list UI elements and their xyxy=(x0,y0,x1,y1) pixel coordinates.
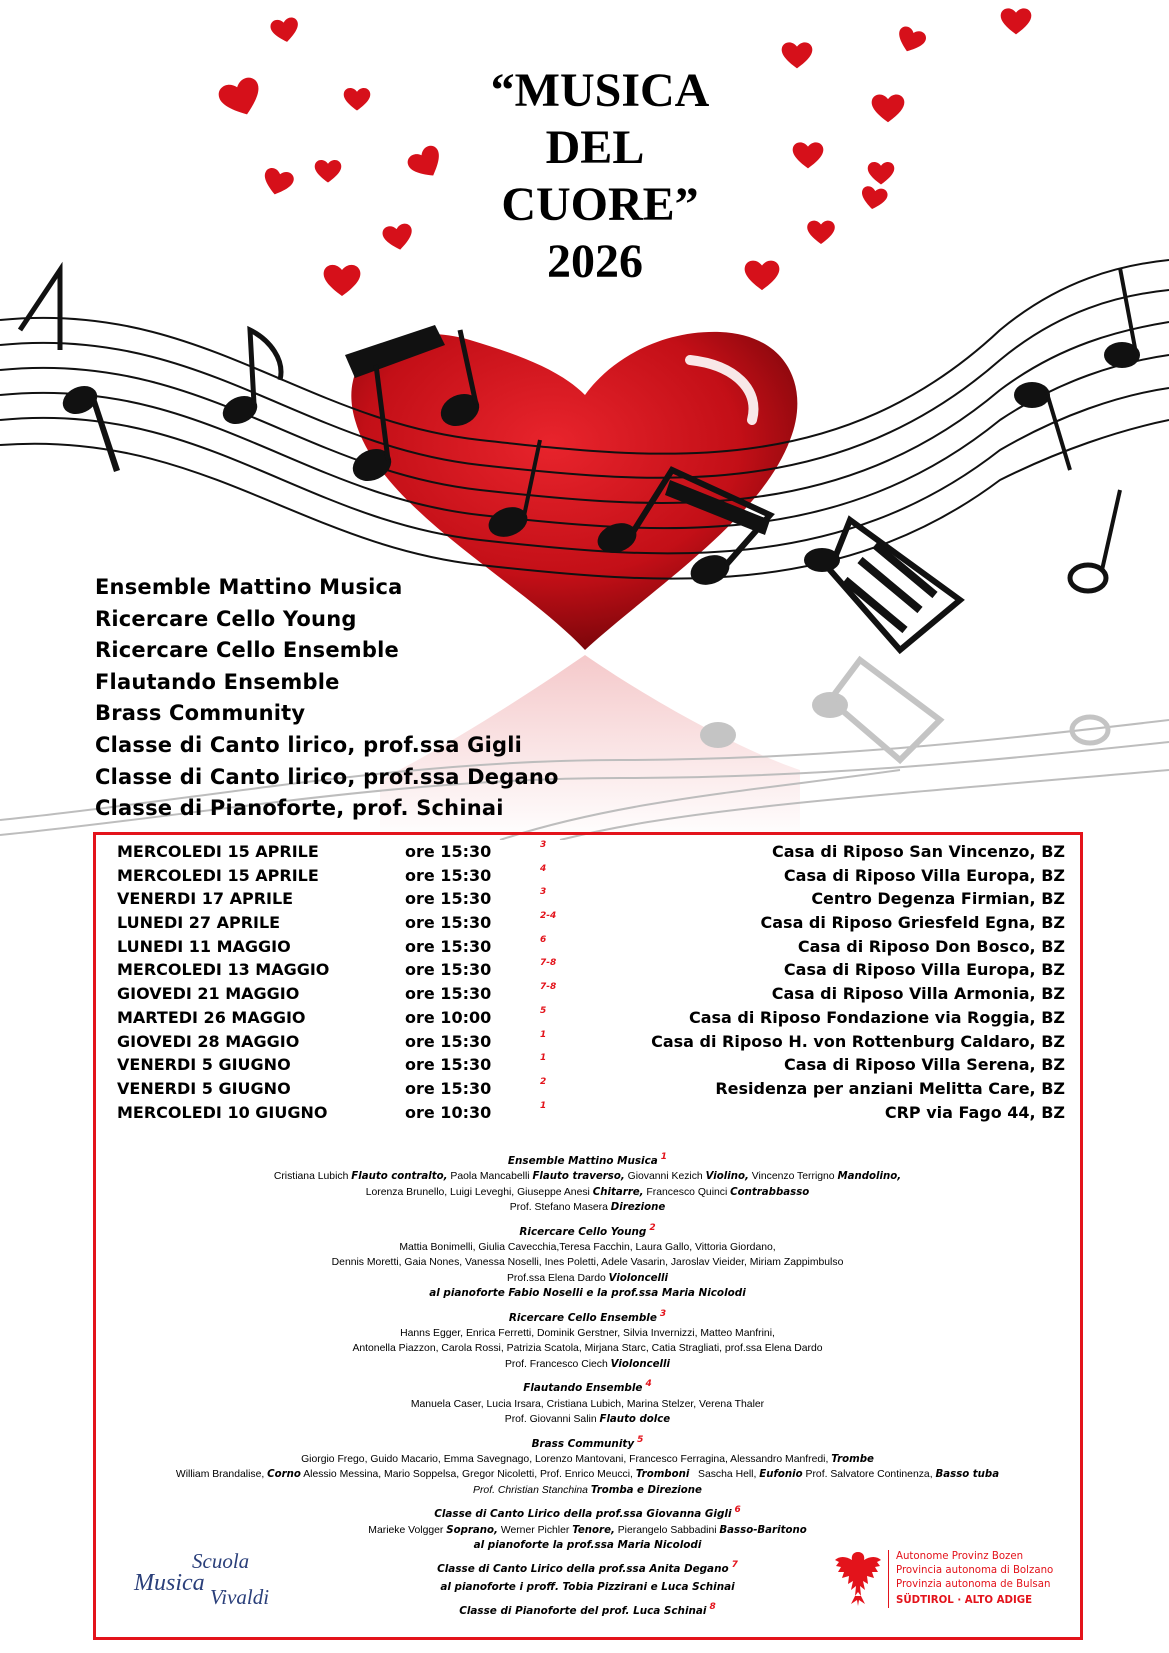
venue: CRP via Fago 44, BZ xyxy=(884,1102,1065,1122)
date: MERCOLEDI 13 MAGGIO xyxy=(117,960,330,980)
venue: Casa di Riposo Villa Serena, BZ xyxy=(784,1055,1065,1075)
provincia-text: Autonome Provinz Bozen Provincia autonoma di Bolzano Provinzia autonoma de Bulsan SÜDTIROL · ALTO ADIGE xyxy=(896,1551,1054,1606)
credit-heading: Brass Community 5 xyxy=(531,1434,644,1450)
venue: Casa di Riposo Villa Europa, BZ xyxy=(783,865,1065,885)
group-item: Brass Community xyxy=(95,701,306,726)
schedule-row xyxy=(115,911,1065,935)
title-line: DEL xyxy=(545,121,645,174)
group-ref: 5 xyxy=(540,1005,547,1016)
time: ore 15:30 xyxy=(405,865,492,885)
credit-heading: Flautando Ensemble 4 xyxy=(523,1379,652,1395)
credit-line: William Brandalise, Corno Alessio Messina, Mario Soppelsa, Gregor Nicoletti, Prof. Enrico Meucci, Tromboni Sascha Hell, Eufonio Prof. Salvatore Continenza, Basso tuba xyxy=(175,1469,1000,1481)
schedule-row xyxy=(115,840,1065,864)
performing-groups-list xyxy=(95,572,559,825)
group-ref: 6 xyxy=(540,934,547,945)
time: ore 15:30 xyxy=(405,1078,492,1098)
venue: Casa di Riposo Fondazione via Roggia, BZ xyxy=(688,1007,1065,1027)
schedule-row xyxy=(115,1101,1065,1125)
venue: Centro Degenza Firmian, BZ xyxy=(811,889,1065,909)
time: ore 15:30 xyxy=(405,889,492,909)
credit-line: Prof.ssa Elena Dardo Violoncelli xyxy=(506,1272,669,1284)
date: LUNEDI 27 APRILE xyxy=(117,913,281,933)
group-ref: 7-8 xyxy=(540,982,557,993)
time: ore 15:30 xyxy=(405,1055,492,1075)
title-line: 2026 xyxy=(547,235,643,288)
group-ref: 7-8 xyxy=(540,958,557,969)
poster-title xyxy=(440,62,760,290)
credit-line: al pianoforte i proff. Tobia Pizzirani e Luca Schinai xyxy=(440,1580,735,1593)
credit-line: Prof. Francesco Ciech Violoncelli xyxy=(504,1358,671,1370)
date: VENERDI 5 GIUGNO xyxy=(117,1078,291,1098)
date: MERCOLEDI 15 APRILE xyxy=(117,865,319,885)
credit-line: Dennis Moretti, Gaia Nones, Vanessa Noselli, Ines Poletti, Adele Vasarin, Jaroslav Vieider, Miriam Zappimbulso xyxy=(331,1257,844,1269)
group-item: Classe di Canto lirico, prof.ssa Gigli xyxy=(95,732,523,757)
group-ref: 4 xyxy=(540,863,547,874)
venue: Casa di Riposo San Vincenzo, BZ xyxy=(771,842,1065,861)
date: VENERDI 17 APRILE xyxy=(117,889,294,909)
schedule-row xyxy=(115,982,1065,1006)
group-item: Flautando Ensemble xyxy=(95,669,340,694)
group-ref: 2 xyxy=(540,1076,547,1087)
time: ore 15:30 xyxy=(405,842,492,861)
credit-line: Cristiana Lubich Flauto contralto, Paola Mancabelli Flauto traverso, Giovanni Kezich Violino, Vincenzo Terrigno Mandolino, xyxy=(273,1171,902,1183)
credit-line: Prof. Stefano Masera Direzione xyxy=(509,1202,666,1214)
group-item: Ricercare Cello Ensemble xyxy=(95,638,399,663)
concert-schedule xyxy=(115,840,1065,1124)
group-ref: 1 xyxy=(540,1100,547,1111)
provincia-bolzano-logo xyxy=(833,1548,1073,1612)
credit-heading: Classe di Canto Lirico della prof.ssa Anita Degano 7 xyxy=(437,1560,738,1576)
schedule-row xyxy=(115,935,1065,959)
time: ore 10:00 xyxy=(405,1007,492,1027)
date: MARTEDI 26 MAGGIO xyxy=(117,1007,306,1027)
divider xyxy=(888,1550,889,1608)
time: ore 15:30 xyxy=(405,913,492,933)
time: ore 10:30 xyxy=(405,1102,492,1122)
credit-line: al pianoforte Fabio Noselli e la prof.ssa Maria Nicolodi xyxy=(429,1287,746,1300)
credit-line: Mattia Bonimelli, Giulia Cavecchia,Teresa Facchin, Laura Gallo, Vittoria Giordano, xyxy=(399,1242,776,1254)
venue: Casa di Riposo Villa Armonia, BZ xyxy=(771,984,1065,1004)
credit-line: Antonella Piazzon, Carola Rossi, Patrizia Scatola, Mirjana Starc, Catia Stragliati, prof.ssa Elena Dardo xyxy=(352,1343,823,1355)
group-item: Classe di Pianoforte, prof. Schinai xyxy=(95,796,504,821)
credit-line: Lorenza Brunello, Luigi Leveghi, Giuseppe Anesi Chitarre, Francesco Quinci Contrabbasso xyxy=(365,1186,810,1198)
credit-heading: Classe di Canto Lirico della prof.ssa Giovanna Gigli 6 xyxy=(434,1505,741,1521)
credit-heading: Ricercare Cello Ensemble 3 xyxy=(508,1308,667,1324)
credit-heading: Ensemble Mattino Musica 1 xyxy=(507,1152,668,1167)
group-ref: 3 xyxy=(540,840,547,850)
credit-line: Prof. Christian Stanchina Tromba e Direzione xyxy=(473,1484,702,1496)
date: LUNEDI 11 MAGGIO xyxy=(117,936,291,956)
svg-text:Musica: Musica xyxy=(134,1570,205,1596)
group-ref: 2-4 xyxy=(540,911,557,922)
date: GIOVEDI 21 MAGGIO xyxy=(117,984,300,1004)
venue: Residenza per anziani Melitta Care, BZ xyxy=(715,1078,1065,1098)
schedule-row xyxy=(115,958,1065,982)
group-ref: 1 xyxy=(540,1053,547,1064)
credit-heading: Ricercare Cello Young 2 xyxy=(519,1222,656,1238)
schedule-row xyxy=(115,887,1065,911)
schedule-row xyxy=(115,864,1065,888)
schedule-row xyxy=(115,1053,1065,1077)
group-item: Classe di Canto lirico, prof.ssa Degano xyxy=(95,764,559,789)
group-item: Ensemble Mattino Musica xyxy=(95,575,403,599)
time: ore 15:30 xyxy=(405,984,492,1004)
title-line: “MUSICA xyxy=(490,64,710,117)
credit-line: Giorgio Frego, Guido Macario, Emma Savegnago, Lorenzo Mantovani, Francesco Ferragina, Alessandro Manfredi, Trombe xyxy=(301,1453,874,1465)
time: ore 15:30 xyxy=(405,960,492,980)
schedule-row xyxy=(115,1030,1065,1054)
eagle-icon xyxy=(833,1548,883,1608)
credit-line: al pianoforte la prof.ssa Maria Nicolodi xyxy=(473,1538,702,1551)
scuola-musica-vivaldi-logo xyxy=(132,1546,282,1614)
group-ref: 3 xyxy=(540,887,547,898)
venue: Casa di Riposo Villa Europa, BZ xyxy=(783,960,1065,980)
time: ore 15:30 xyxy=(405,1031,492,1051)
credit-line: Marieke Volgger Soprano, Werner Pichler Tenore, Pierangelo Sabbadini Basso-Baritono xyxy=(368,1524,807,1536)
date: GIOVEDI 28 MAGGIO xyxy=(117,1031,300,1051)
title-line: CUORE” xyxy=(501,178,699,231)
venue: Casa di Riposo H. von Rottenburg Caldaro, BZ xyxy=(651,1031,1065,1051)
date: MERCOLEDI 10 GIUGNO xyxy=(117,1102,328,1122)
date: VENERDI 5 GIUGNO xyxy=(117,1055,291,1075)
venue: Casa di Riposo Griesfeld Egna, BZ xyxy=(760,913,1065,933)
svg-text:Scuola: Scuola xyxy=(192,1549,250,1573)
credit-line: Manuela Caser, Lucia Irsara, Cristiana Lubich, Marina Stelzer, Verena Thaler xyxy=(410,1398,765,1410)
credit-heading: Classe di Pianoforte del prof. Luca Schinai 8 xyxy=(459,1602,716,1618)
credit-line: Hanns Egger, Enrica Ferretti, Dominik Gerstner, Silvia Invernizzi, Matteo Manfrini, xyxy=(400,1328,775,1340)
schedule-row xyxy=(115,1006,1065,1030)
group-item: Ricercare Cello Young xyxy=(95,606,357,631)
group-ref: 1 xyxy=(540,1029,547,1040)
date: MERCOLEDI 15 APRILE xyxy=(117,842,319,861)
venue: Casa di Riposo Don Bosco, BZ xyxy=(797,936,1065,956)
time: ore 15:30 xyxy=(405,936,492,956)
schedule-row xyxy=(115,1077,1065,1101)
svg-text:Vivaldi: Vivaldi xyxy=(210,1585,270,1609)
credit-line: Prof. Giovanni Salin Flauto dolce xyxy=(504,1414,671,1426)
